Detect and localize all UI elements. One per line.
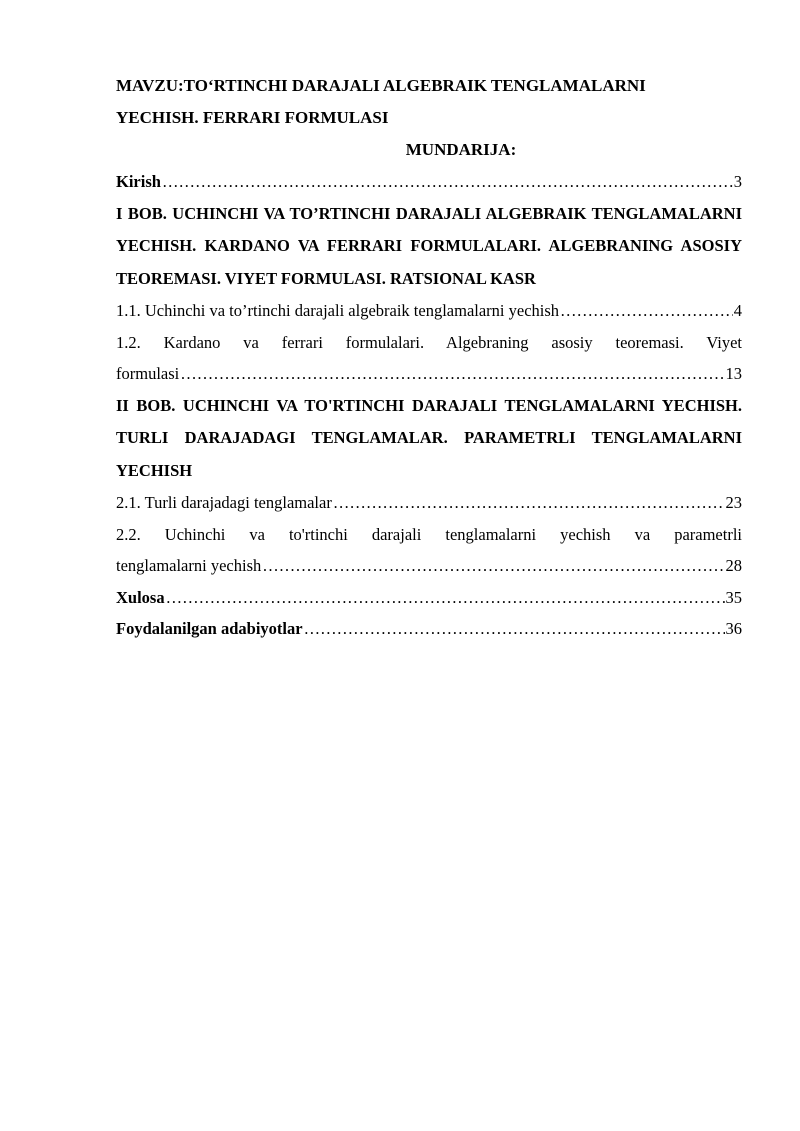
toc-entry-2-2-line-1: 2.2. Uchinchi va to'rtinchi darajali tenglamalarni yechish va parametrli — [116, 524, 742, 544]
dot-leader — [333, 487, 725, 519]
toc-entry-1-2-label: formulasi — [116, 364, 180, 383]
toc-entry-references-label: Foydalanilgan adabiyotlar — [116, 619, 303, 638]
toc-entry-1-1-page: 4 — [733, 301, 742, 320]
document-title-line-2: YECHISH. FERRARI FORMULASI — [116, 108, 389, 127]
toc-entry-references — [116, 613, 742, 645]
toc-chapter-1: I BOB. UCHINCHI VA TO’RTINCHI DARAJALI ALGEBRAIK TENGLAMALARNI YECHISH. KARDANO VA FERRARI FORMULALARI. ALGEBRANING ASOSIY TEOREMASI. VIYET FORMULASI. RATSIONAL KASR — [116, 203, 742, 288]
dot-leader — [166, 582, 725, 614]
toc-entry-1-2 — [116, 358, 742, 390]
toc-entry-intro-page: 3 — [733, 172, 742, 191]
toc-entry-2-1 — [116, 487, 742, 519]
dot-leader — [262, 550, 724, 582]
toc-entry-2-2 — [116, 550, 742, 582]
dot-leader — [180, 358, 724, 390]
dot-leader — [162, 166, 733, 198]
toc-entry-2-1-page: 23 — [725, 493, 742, 512]
toc-heading: MUNDARIJA: — [405, 140, 517, 159]
toc-entry-1-1 — [116, 295, 742, 327]
dot-leader — [560, 295, 733, 327]
toc-entry-2-2-label: tenglamalarni yechish — [116, 556, 262, 575]
toc-entry-intro — [116, 166, 742, 198]
toc-entry-1-1-label: 1.1. Uchinchi va to’rtinchi darajali algebraik tenglamalarni yechish — [116, 301, 560, 320]
toc-entry-2-1-label: 2.1. Turli darajadagi tenglamalar — [116, 493, 332, 512]
toc-entry-intro-label: Kirish — [116, 172, 161, 191]
dot-leader — [304, 613, 725, 645]
toc-entry-references-page: 36 — [725, 619, 742, 638]
toc-entry-conclusion-label: Xulosa — [116, 587, 165, 607]
toc-chapter-2: II BOB. UCHINCHI VA TO'RTINCHI DARAJALI TENGLAMALARNI YECHISH. TURLI DARAJADAGI TENGLAMALAR. PARAMETRLI TENGLAMALARNI YECHISH — [116, 395, 742, 480]
toc-entry-1-2-line-1: 1.2. Kardano va ferrari formulalari. Algebraning asosiy teoremasi. Viyet — [116, 332, 742, 352]
document-title-line-1: MAVZU:TO‘RTINCHI DARAJALI ALGEBRAIK TENGLAMALARNI — [116, 76, 646, 95]
toc-entry-2-2-page: 28 — [725, 556, 742, 575]
toc-entry-conclusion — [116, 582, 742, 614]
document-page — [116, 70, 742, 645]
toc-entry-1-2-page: 13 — [725, 364, 742, 383]
toc-entry-conclusion-page: 35 — [725, 587, 742, 607]
